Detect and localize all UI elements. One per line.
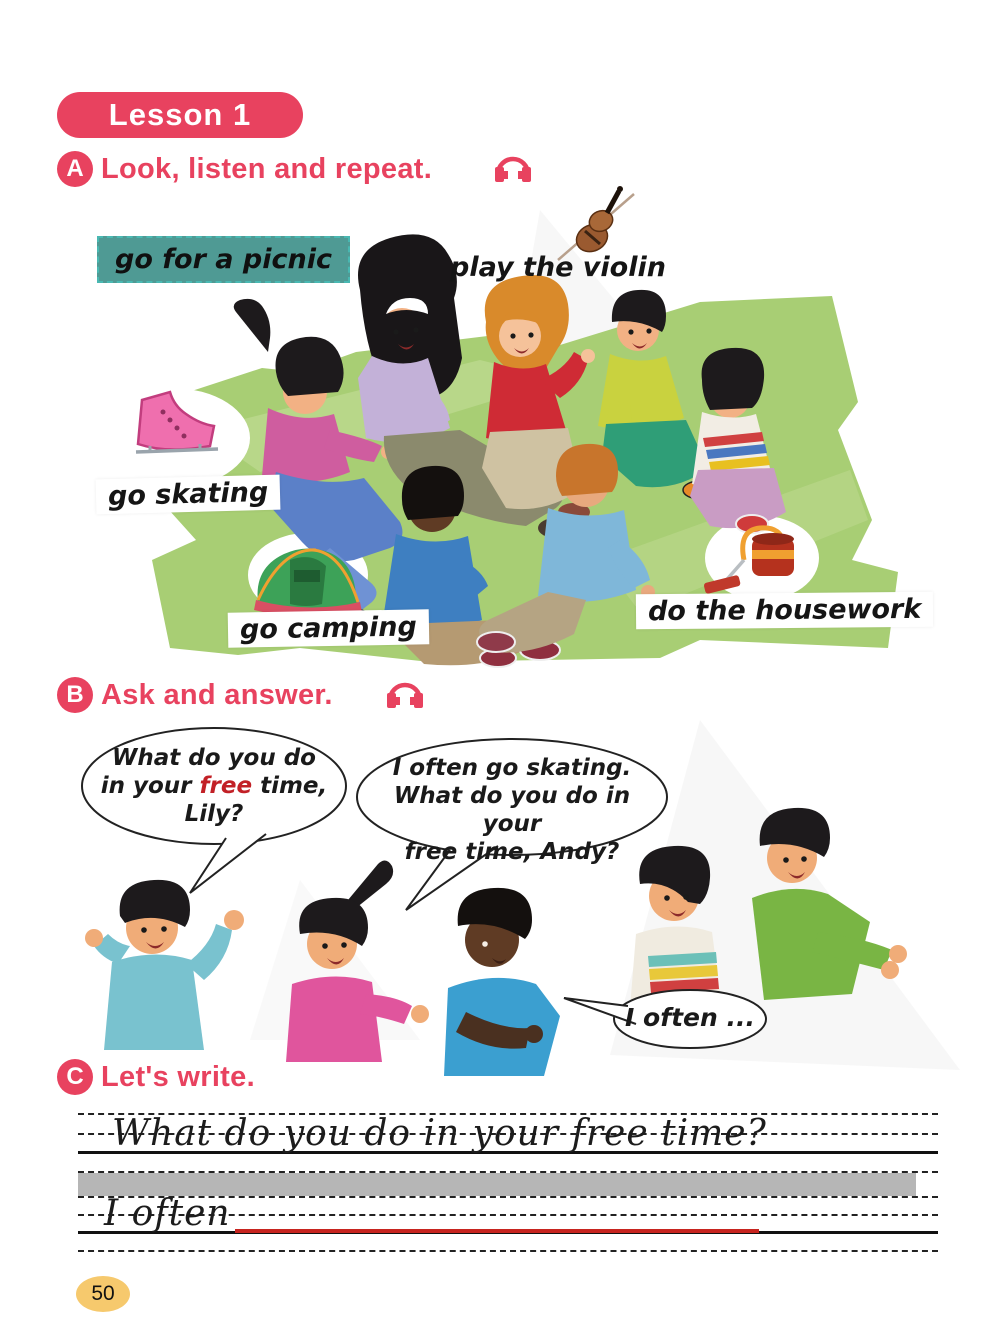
bubble-line: I often go skating. xyxy=(392,755,632,781)
section-c-badge: C xyxy=(57,1059,93,1095)
label-go-for-a-picnic: go for a picnic xyxy=(97,236,350,283)
speech-bubble-question-andy xyxy=(362,754,662,866)
violin-icon xyxy=(558,186,634,260)
headphones-icon xyxy=(490,148,536,186)
kid-green-shirt-boy xyxy=(752,808,907,1000)
headphones-icon xyxy=(382,674,428,712)
bubble-line: free time, Andy? xyxy=(404,839,620,865)
section-a-badge: A xyxy=(57,151,93,187)
label-do-the-housework: do the housework xyxy=(636,592,934,630)
bubble-line: What do you do in your xyxy=(393,783,631,837)
section-a-title: Look, listen and repeat. xyxy=(101,153,433,185)
speech-bubble-answer: I often ... xyxy=(625,1003,755,1032)
page-number-badge: 50 xyxy=(76,1276,130,1312)
bubble-line: in your free time, xyxy=(100,773,328,799)
bubble-line: Lily? xyxy=(184,801,244,827)
section-b-title: Ask and answer. xyxy=(101,679,333,711)
label-go-camping: go camping xyxy=(228,609,429,647)
bubble-line: What do you do xyxy=(112,745,316,771)
highlighted-word: free xyxy=(199,773,253,799)
label-go-skating: go skating xyxy=(96,475,281,515)
section-c-title: Let's write. xyxy=(101,1061,255,1093)
speech-bubble-question-lily xyxy=(88,744,340,828)
guide-line xyxy=(78,1250,938,1252)
kid-blue-shirt-boy xyxy=(85,880,244,1050)
handwritten-answer-start: I often xyxy=(104,1193,231,1234)
section-b-badge: B xyxy=(57,677,93,713)
label-play-the-violin: play the violin xyxy=(450,252,666,283)
lesson-banner: Lesson 1 xyxy=(57,92,303,138)
kid-dark-boy-b xyxy=(444,888,560,1076)
handwritten-question: What do you do in your free time? xyxy=(112,1113,767,1154)
answer-blank-line xyxy=(235,1229,759,1233)
